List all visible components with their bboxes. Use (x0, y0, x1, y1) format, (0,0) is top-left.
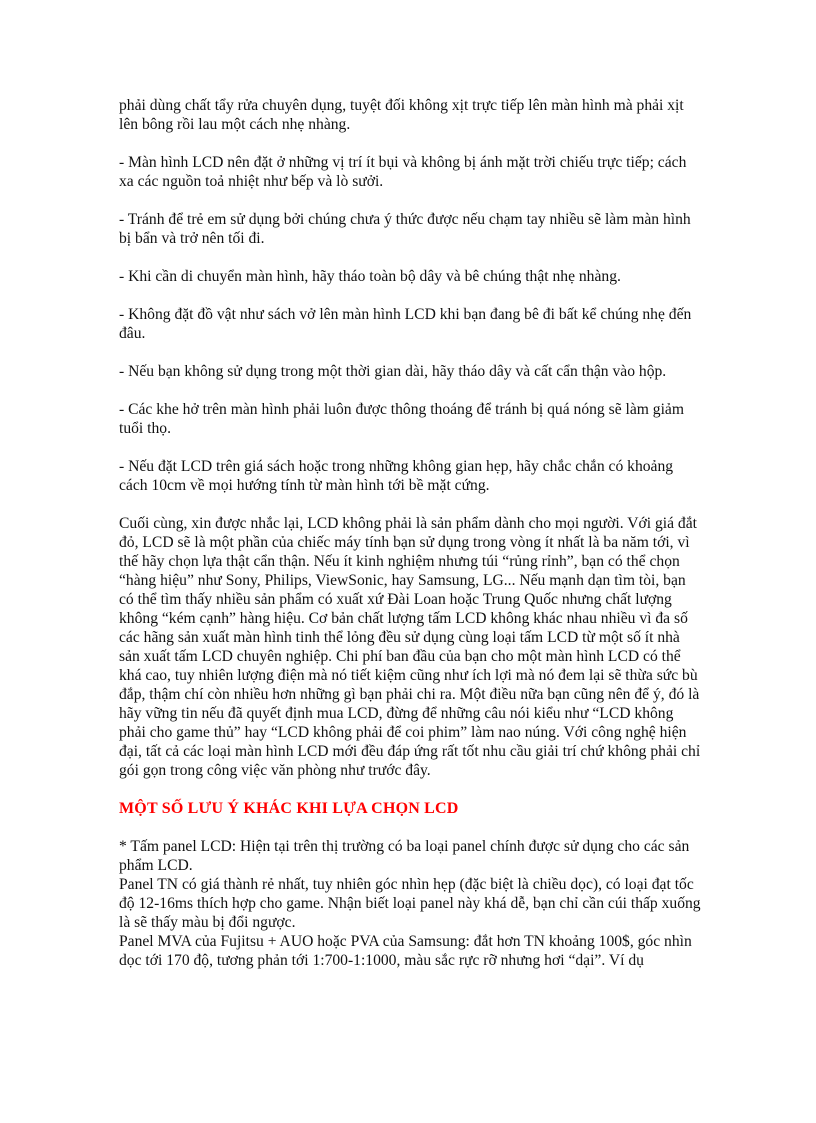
paragraph-moving-tip: - Khi cần di chuyển màn hình, hãy tháo toàn bộ dây và bê chúng thật nhẹ nhàng. (119, 268, 621, 285)
paragraph-children-tip: - Tránh để trẻ em sử dụng bởi chúng chưa ý thức được nếu chạm tay nhiều sẽ làm màn hình bị bẩn và trở nên tối đi. (119, 211, 691, 247)
paragraph-panel-mva: Panel MVA của Fujitsu + AUO hoặc PVA của Samsung: đắt hơn TN khoảng 100$, góc nhìn dọc tới 170 độ, tương phản tới 1:700-1:1000, màu sắc rực rỡ nhưng hơi “dại”. Ví dụ (119, 933, 692, 969)
paragraph-conclusion: Cuối cùng, xin được nhắc lại, LCD không phải là sản phẩm dành cho mọi người. Với giá đắt đỏ, LCD sẽ là một phần của chiếc máy tính bạn sử dụng trong vòng ít nhất là ba năm tới, vì thế hãy chọn lựa thật cẩn thận. Nếu ít kinh nghiệm nhưng túi “rủng rỉnh”, bạn có thể chọn “hàng hiệu” như Sony, Philips, ViewSonic, hay Samsung, LG... Nếu mạnh dạn tìm tòi, bạn có thể tìm thấy nhiều sản phẩm có xuất xứ Đài Loan hoặc Trung Quốc nhưng chất lượng không “kém cạnh” hàng hiệu. Cơ bản chất lượng tấm LCD không khác nhau nhiều vì đa số các hãng sản xuất màn hình tinh thể lỏng đều sử dụng cùng loại tấm LCD từ một số ít nhà sản xuất tấm LCD chuyên nghiệp. Chi phí ban đầu của bạn cho một màn hình LCD có thể khá cao, tuy nhiên lượng điện mà nó tiết kiệm cũng như ích lợi mà nó đem lại sẽ thừa sức bù đắp, thậm chí còn nhiều hơn những gì bạn phải chi ra. Một điều nữa bạn cũng nên để ý, đó là hãy vững tin nếu đã quyết định mua LCD, đừng để những câu nói kiểu như “LCD không phải cho game thủ” hay “LCD không phải để coi phim” làm nao núng. Với công nghệ hiện đại, tất cả các loại màn hình LCD mới đều đáp ứng rất tốt nhu cầu giải trí chứ không phải chỉ gói gọn trong công việc văn phòng như trước đây. (119, 515, 701, 779)
paragraph-objects-tip: - Không đặt đồ vật như sách vở lên màn hình LCD khi bạn đang bê đi bất kể chúng nhẹ đến đâu. (119, 306, 692, 342)
document-body (119, 96, 704, 970)
paragraph-panel-intro: * Tấm panel LCD: Hiện tại trên thị trường có ba loại panel chính được sử dụng cho các sản phẩm LCD. (119, 838, 690, 874)
paragraph-placement-tip: - Màn hình LCD nên đặt ở những vị trí ít bụi và không bị ánh mặt trời chiếu trực tiếp; cách xa các nguồn toả nhiệt như bếp và lò sưởi. (119, 154, 687, 190)
section-heading: MỘT SỐ LƯU Ý KHÁC KHI LỰA CHỌN LCD (119, 800, 459, 817)
paragraph-clearance-tip: - Nếu đặt LCD trên giá sách hoặc trong những không gian hẹp, hãy chắc chắn có khoảng cách 10cm về mọi hướng tính từ màn hình tới bề mặt cứng. (119, 458, 674, 494)
paragraph-ventilation-tip: - Các khe hở trên màn hình phải luôn được thông thoáng để tránh bị quá nóng sẽ làm giảm tuổi thọ. (119, 401, 684, 437)
paragraph-panel-tn: Panel TN có giá thành rẻ nhất, tuy nhiên góc nhìn hẹp (đặc biệt là chiều dọc), có loại đạt tốc độ 12-16ms thích hợp cho game. Nhận biết loại panel này khá dễ, bạn chỉ cần cúi thấp xuống là sẽ thấy màu bị đổi ngược. (119, 876, 701, 931)
paragraph-cleaning-note: phải dùng chất tẩy rửa chuyên dụng, tuyệt đối không xịt trực tiếp lên màn hình mà phải xịt lên bông rồi lau một cách nhẹ nhàng. (119, 97, 684, 133)
paragraph-storage-tip: - Nếu bạn không sử dụng trong một thời gian dài, hãy tháo dây và cất cẩn thận vào hộp. (119, 363, 667, 380)
